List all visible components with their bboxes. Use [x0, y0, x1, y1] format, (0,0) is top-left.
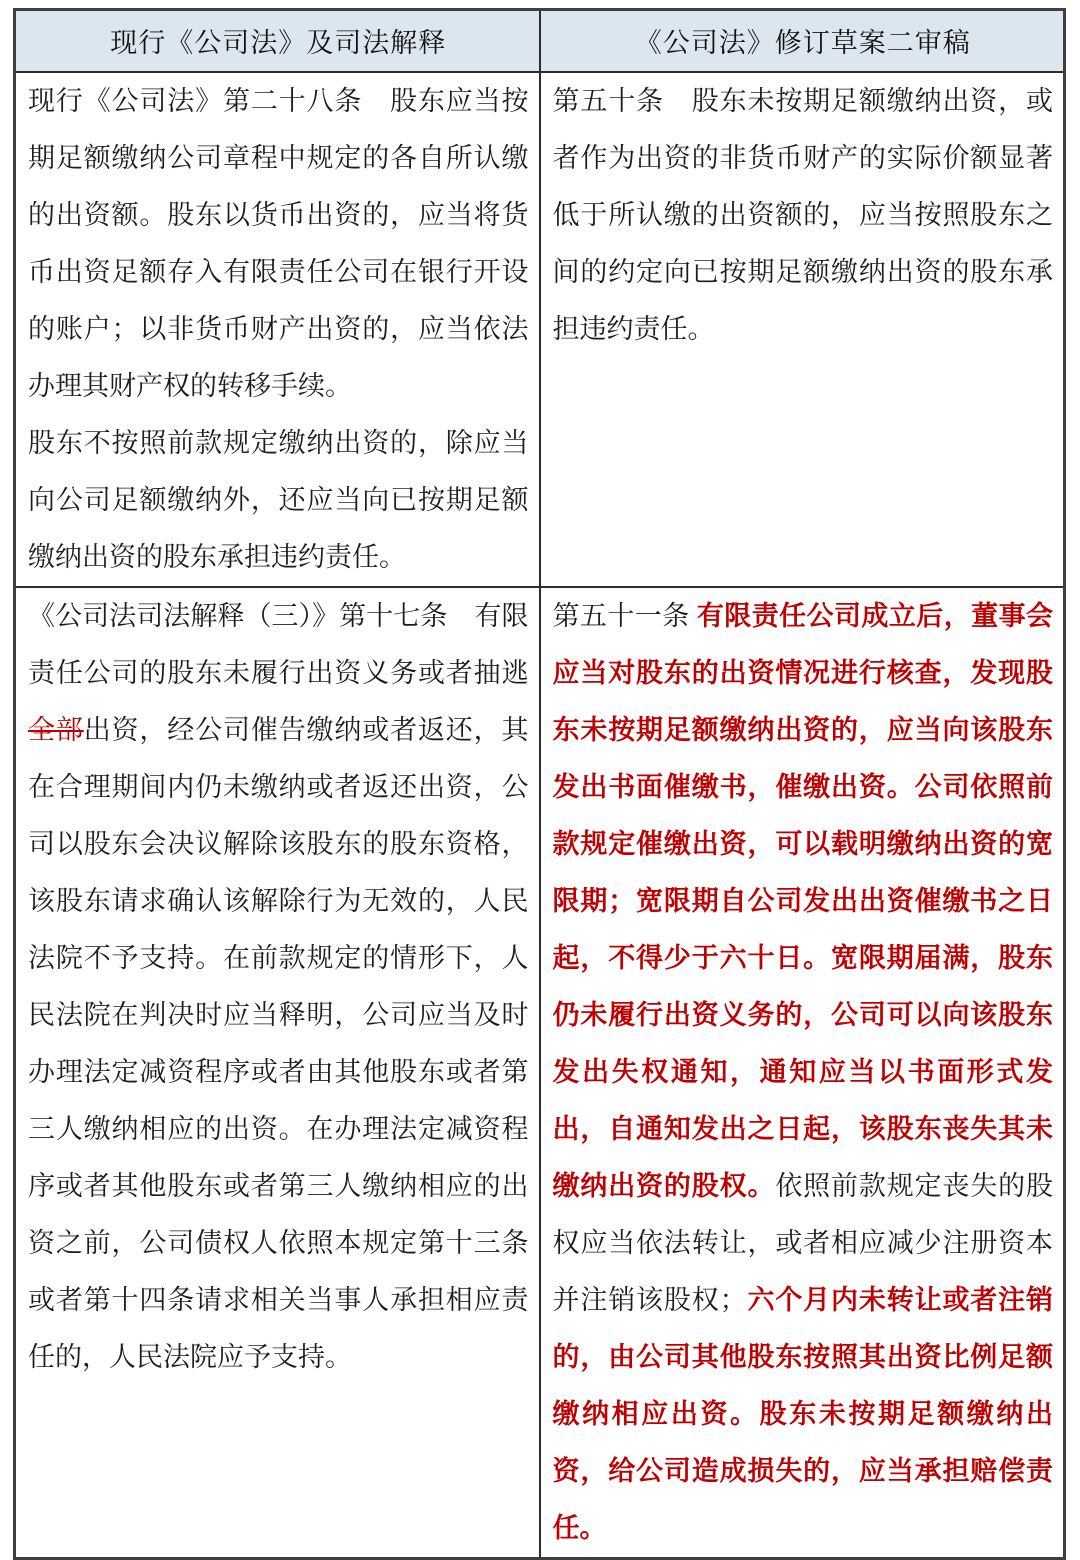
cell-judicial-interpretation-article-17 — [15, 587, 540, 1559]
text-run: 有限责任公司成立后，董事会应当对股东的出资情况进行核查，发现股东未按期足额缴纳出资的，应当向该股东发出书面催缴书，催缴出资。公司依照前款规定催缴出资，可以载明缴纳出资的宽限期；宽限期自公司发出出资催缴书之日起，不得少于六十日。宽限期届满，股东仍未履行出资义务的，公司可以向该股东发出失权通知，通知应当以书面形式发出，自通知发出之日起，该股东丧失其未缴纳出资的股权。 — [552, 600, 1054, 1201]
text-run: 《公司法司法解释（三）》第十七条 有限责任公司的股东未履行出资义务或者抽逃 — [28, 600, 529, 688]
header-cell-current-law: 现行《公司法》及司法解释 — [15, 10, 540, 72]
comparison-table — [13, 8, 1066, 1560]
table-row — [15, 72, 1065, 587]
cell-current-law-article-28 — [15, 72, 540, 587]
header-row — [15, 10, 1065, 72]
header-cell-draft-revision: 《公司法》修订草案二审稿 — [540, 10, 1065, 72]
text-run: 第五十一条 — [552, 600, 697, 631]
paragraph — [28, 588, 529, 1386]
text-run: 出资，经公司催告缴纳或者返还，其在合理期间内仍未缴纳或者返还出资，公司以股东会决议解除该股东的股东资格，该股东请求确认该解除行为无效的，人民法院不予支持。在前款规定的情形下，人民法院在判决时应当释明，公司应当及时办理法定减资程序或者由其他股东或者第三人缴纳相应的出资。在办理法定减资程序或者其他股东或者第三人缴纳相应的出资之前，公司债权人依照本规定第十三条或者第十四条请求相关当事人承担相应责任的，人民法院应予支持。 — [28, 714, 529, 1372]
cell-draft-article-50 — [540, 72, 1065, 587]
text-run: 依照前款规定丧失的股权应当依法转让，或者相应减少注册资本并注销该股权； — [552, 1170, 1054, 1315]
text-run: 现行《公司法》第二十八条 股东应当按期足额缴纳公司章程中规定的各自所认缴的出资额。股东以货币出资的，应当将货币出资足额存入有限责任公司在银行开设的账户；以非货币财产出资的，应当依法办理其财产权的转移手续。 — [28, 85, 529, 401]
paragraph — [28, 73, 529, 415]
text-run: 股东不按照前款规定缴纳出资的，除应当向公司足额缴纳外，还应当向已按期足额缴纳出资的股东承担违约责任。 — [28, 427, 529, 572]
text-run: 第五十条 股东未按期足额缴纳出资，或者作为出资的非货币财产的实际价额显著低于所认缴的出资额的，应当按照股东之间的约定向已按期足额缴纳出资的股东承担违约责任。 — [552, 85, 1053, 344]
cell-draft-article-51 — [540, 587, 1065, 1559]
text-run: 六个月内未转让或者注销的，由公司其他股东按照其出资比例足额缴纳相应出资。股东未按期足额缴纳出资，给公司造成损失的，应当承担赔偿责任。 — [552, 1284, 1054, 1543]
text-run: 全部 — [28, 714, 84, 745]
table-row — [15, 587, 1065, 1559]
paragraph — [28, 415, 529, 586]
paragraph — [553, 73, 1054, 358]
paragraph — [553, 588, 1054, 1557]
